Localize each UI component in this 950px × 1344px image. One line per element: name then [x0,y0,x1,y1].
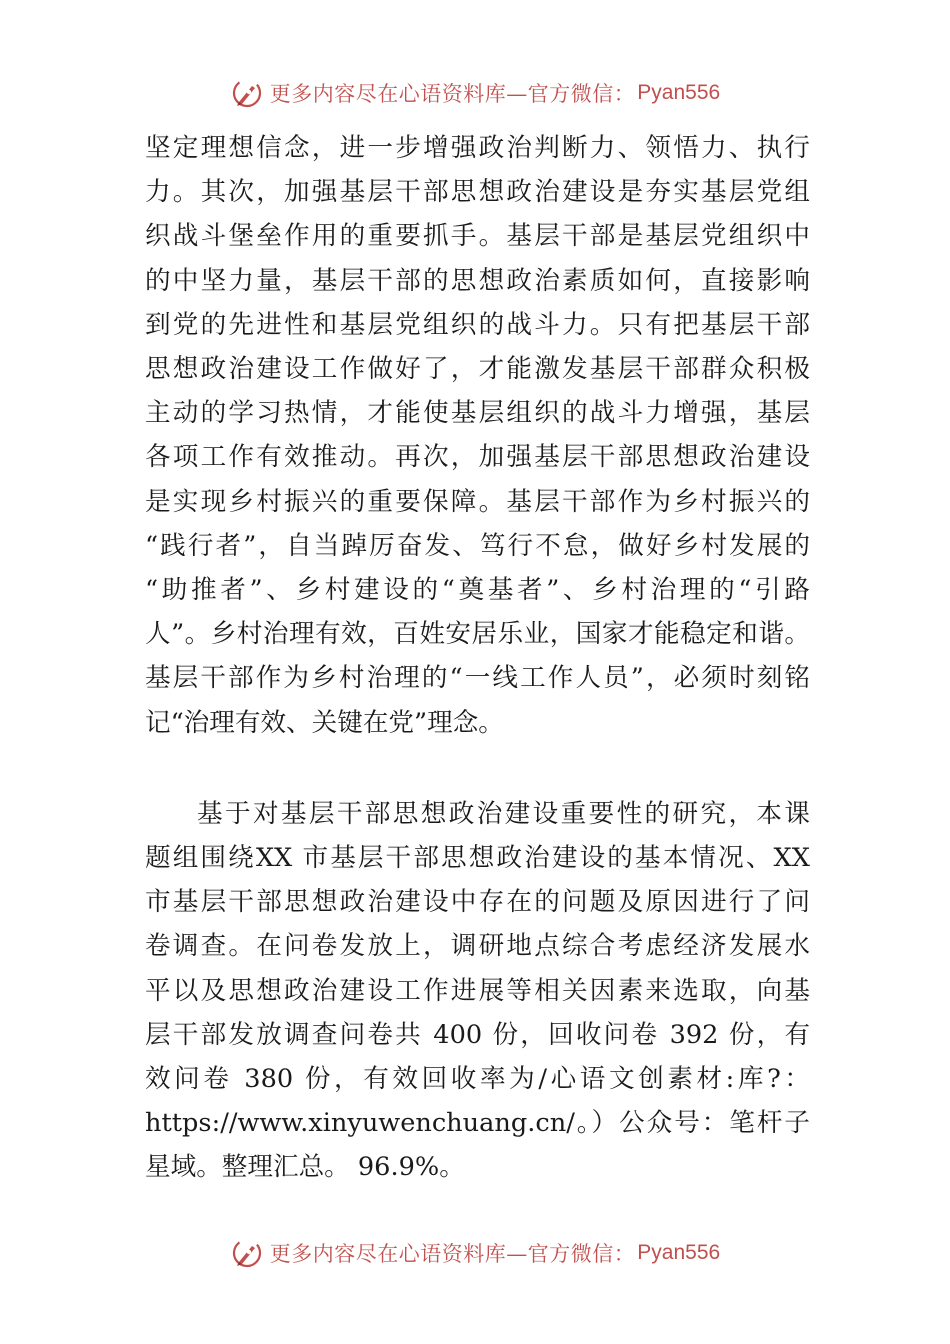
document-body [145,126,810,1190]
text-line: https://www.xinyuwenchuang.cn/。）公众号：笔杆子 [145,1108,810,1139]
pen-logo-icon [230,1236,264,1270]
text-line: 人”。乡村治理有效，百姓安居乐业，国家才能稳定和谐。 [145,619,810,650]
text-line: 层干部发放调查问卷共 400 份，回收问卷 392 份，有 [145,1019,810,1050]
text-line: 的中坚力量，基层干部的思想政治素质如何，直接影响 [145,265,810,296]
text-line: “践行者”，自当踔厉奋发、笃行不怠，做好乡村发展的 [145,530,810,561]
paragraph-2 [145,792,810,1190]
text-line: 基层干部作为乡村治理的“一线工作人员”，必须时刻铭 [145,663,810,694]
banner-wechat-handle: Pyan556 [637,1241,721,1264]
text-line: 星域。整理汇总。 96.9%。 [145,1152,465,1183]
banner-wechat-handle: Pyan556 [637,81,721,104]
text-line: 平以及思想政治建设工作进展等相关因素来选取，向基 [145,975,810,1006]
text-line: 到党的先进性和基层党组织的战斗力。只有把基层干部 [145,309,810,340]
text-line: 效问卷 380 份，有效回收率为/心语文创素材:库?： [145,1064,810,1095]
text-line: 坚定理想信念，进一步增强政治判断力、领悟力、执行 [145,133,810,163]
text-line: 基于对基层干部思想政治建设重要性的研究，本课 [197,798,810,829]
text-line: 市基层干部思想政治建设中存在的问题及原因进行了问 [145,887,810,918]
text-line: 思想政治建设工作做好了，才能激发基层干部群众积极 [145,354,810,385]
text-line: 主动的学习热情，才能使基层组织的战斗力增强，基层 [145,398,810,429]
text-line: 织战斗堡垒作用的重要抓手。基层干部是基层党组织中 [145,221,810,252]
footer-banner [0,1231,950,1275]
text-line: 题组围绕XX 市基层干部思想政治建设的基本情况、XX [145,843,810,874]
banner-text: 更多内容尽在心语资料库—官方微信： [269,1242,636,1266]
pen-logo-icon [230,76,264,110]
text-line: 卷调查。在问卷发放上，调研地点综合考虑经济发展水 [145,931,810,962]
text-line: 各项工作有效推动。再次，加强基层干部思想政治建设 [145,442,810,473]
header-banner [0,71,950,115]
text-line: 力。其次，加强基层干部思想政治建设是夯实基层党组 [145,177,810,208]
text-line: “助推者”、乡村建设的“奠基者”、乡村治理的“引路 [145,575,810,606]
text-line: 是实现乡村振兴的重要保障。基层干部作为乡村振兴的 [145,486,810,517]
banner-text: 更多内容尽在心语资料库—官方微信： [269,82,636,106]
paragraph-1 [145,126,810,745]
text-line: 记“治理有效、关键在党”理念。 [145,707,504,738]
